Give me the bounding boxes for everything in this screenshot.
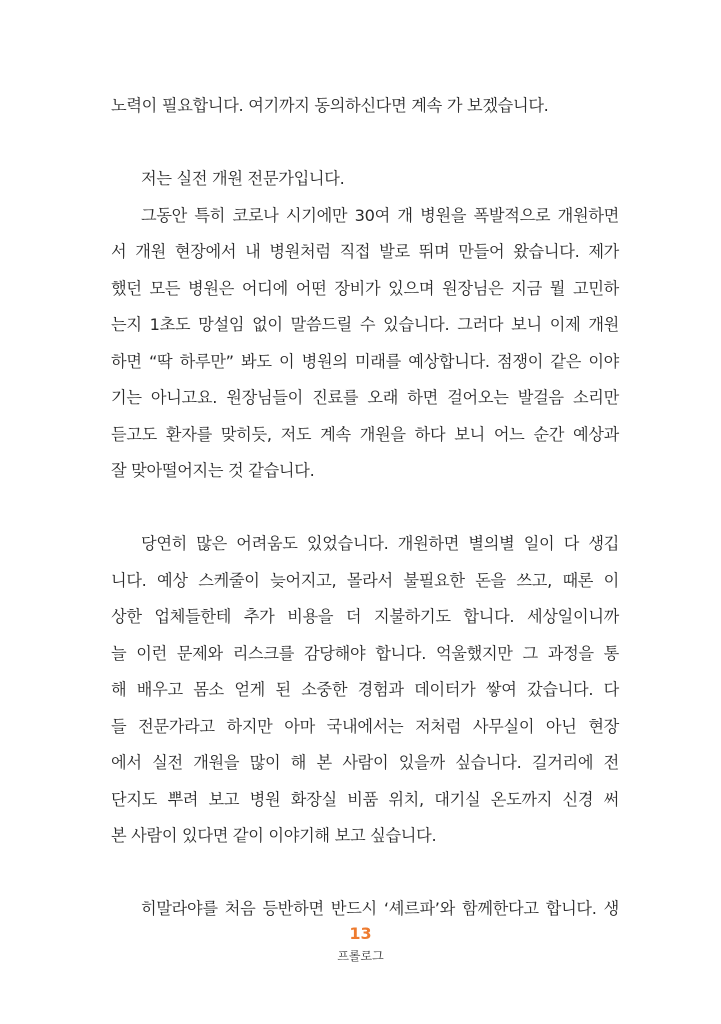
text-line: 서 개원 현장에서 내 병원처럼 직접 발로 뛰며 만들어 왔습니다. 제가 — [111, 242, 619, 261]
text-line: 기는 아니고요. 원장님들이 진료를 오래 하면 걸어오는 발걸음 소리만 — [111, 388, 619, 407]
text-line: 본 사람이 있다면 같이 이야기해 보고 싶습니다. — [111, 826, 437, 845]
text-line: 니다. 예상 스케줄이 늦어지고, 몰라서 불필요한 돈을 쓰고, 때론 이 — [111, 570, 619, 590]
page-number: 13 — [349, 924, 372, 943]
text-line: 했던 모든 병원은 어디에 어떤 장비가 있으며 원장님은 지금 뭘 고민하 — [111, 278, 619, 298]
paragraph-gap — [111, 855, 619, 892]
paragraph-gap — [111, 490, 619, 527]
text-line: 잘 맞아떨어지는 것 같습니다. — [111, 461, 315, 480]
text-line: 에서 실전 개원을 많이 해 본 사람이 있을까 싶습니다. 길거리에 전 — [111, 753, 619, 772]
text-line: 듣고도 환자를 맞히듯, 저도 계속 개원을 하다 보니 어느 순간 예상과 — [111, 424, 619, 444]
text-line: 히말라야를 처음 등반하면 반드시 ‘셰르파’와 함께한다고 합니다. 생 — [141, 899, 619, 918]
body-text — [111, 88, 619, 928]
text-line: 그동안 특히 코로나 시기에만 30여 개 병원을 폭발적으로 개원하면 — [141, 205, 619, 225]
text-line: 저는 실전 개원 전문가입니다. — [141, 169, 345, 188]
text-line: 노력이 필요합니다. 여기까지 동의하신다면 계속 가 보겠습니다. — [111, 96, 549, 115]
text-line: 당연히 많은 어려움도 있었습니다. 개원하면 별의별 일이 다 생깁 — [141, 534, 619, 553]
text-line: 늘 이런 문제와 리스크를 감당해야 합니다. 억울했지만 그 과정을 통 — [111, 643, 619, 663]
text-line: 상한 업체들한테 추가 비용을 더 지불하기도 합니다. 세상일이니까 — [111, 607, 619, 626]
paragraph-gap — [111, 125, 619, 162]
text-line: 해 배우고 몸소 얻게 된 소중한 경험과 데이터가 쌓여 갔습니다. 다 — [111, 680, 619, 699]
text-line: 는지 1초도 망설임 없이 말씀드릴 수 있습니다. 그러다 보니 이제 개원 — [111, 315, 619, 334]
text-line: 하면 “딱 하루만” 봐도 이 병원의 미래를 예상합니다. 점쟁이 같은 이야 — [111, 351, 619, 371]
running-head: 프롤로그 — [337, 949, 384, 963]
text-line: 단지도 뿌려 보고 병원 화장실 비품 위치, 대기실 온도까지 신경 써 — [111, 789, 619, 809]
text-line: 들 전문가라고 하지만 아마 국내에서는 저처럼 사무실이 아닌 현장 — [111, 716, 619, 736]
